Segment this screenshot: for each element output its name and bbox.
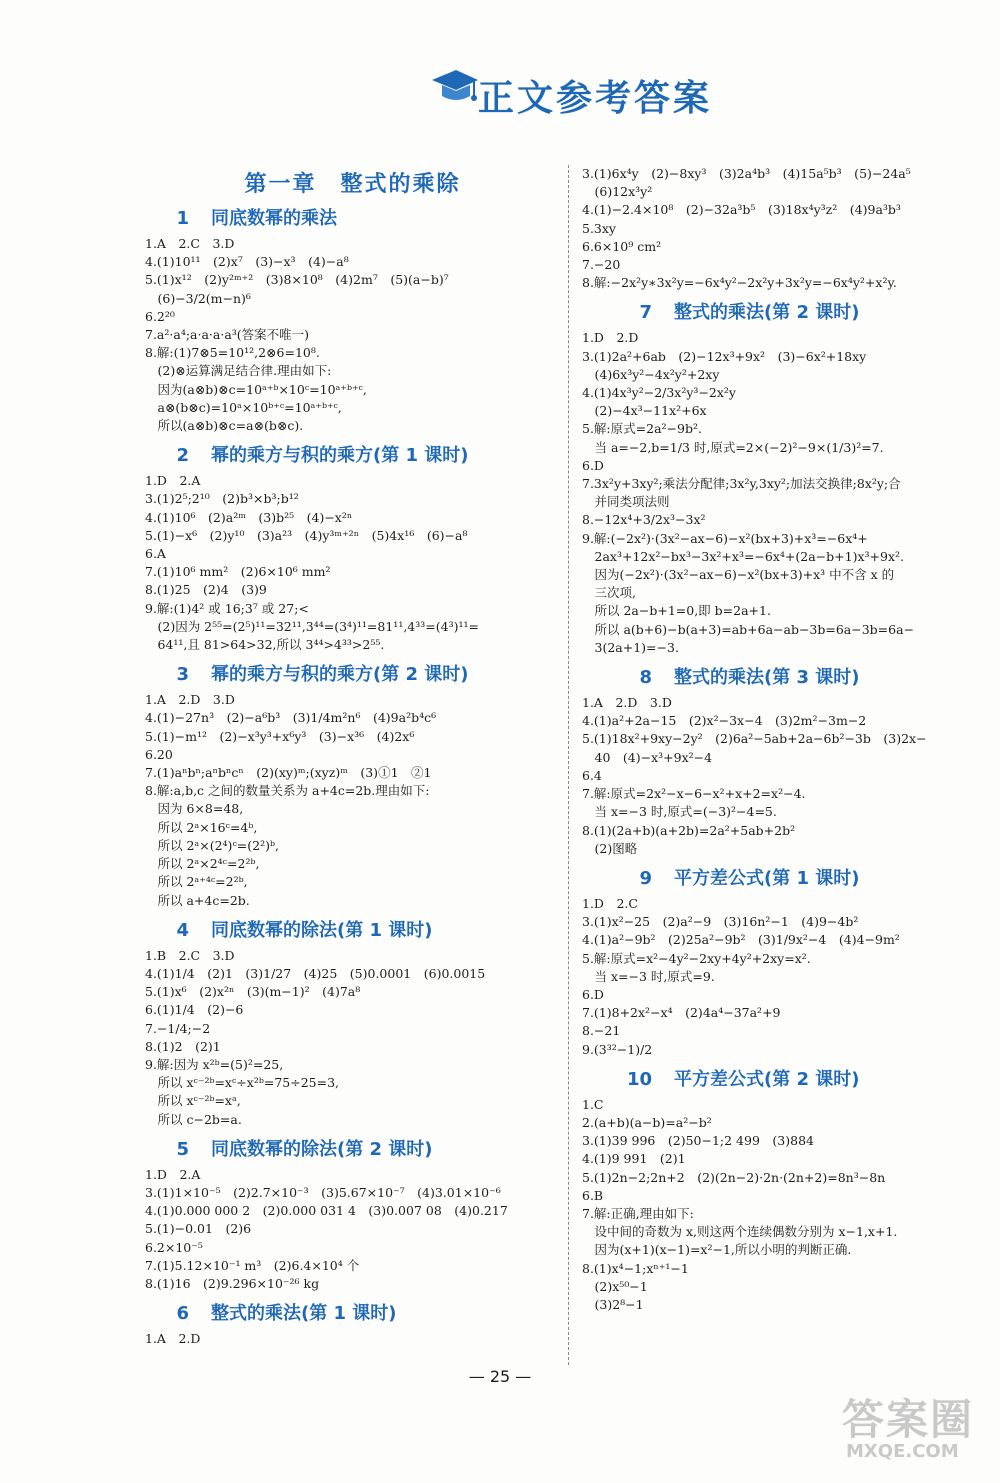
answer-line: 6.A: [145, 546, 166, 562]
answer-line: 当 x=−3 时,原式=(−3)²−4=5.: [582, 804, 777, 820]
watermark-logo: [836, 1381, 986, 1469]
answer-line: 1.B 2.C 3.D: [145, 947, 235, 963]
answer-line: 4.(1)−2.4×10⁸ (2)−32a³b⁵ (3)18x⁴y³z² (4)9a³b³: [582, 202, 901, 218]
answer-line: (2)因为 2⁵⁵=(2⁵)¹¹=32¹¹,3⁴⁴=(3⁴)¹¹=81¹¹,4³³=(4³)¹¹=: [145, 618, 479, 634]
answer-line: 8.(1)(2a+b)(a+2b)=2a²+5ab+2b²: [582, 822, 796, 838]
section-label: 幂的乘方与积的乘方(第 1 课时): [211, 445, 469, 467]
answer-line: 7.3x²y+3xy²;乘法分配律;3x²y,3xy²;加法交换律;8x²y;合: [582, 476, 901, 492]
answer-line: 64¹¹,且 81>64>32,所以 3⁴⁴>4³³>2⁵⁵.: [145, 637, 385, 653]
answer-line: 所以 xᶜ⁻²ᵇ=xᵃ,: [145, 1093, 241, 1109]
watermark-url: MXQE.COM: [846, 1441, 959, 1462]
answer-line: 6.D: [582, 457, 604, 473]
answer-line: 6.20: [145, 746, 173, 762]
answer-line: 5.(1)−m¹² (2)−x³y³+x⁶y³ (3)−x³⁶ (4)2x⁶: [145, 728, 415, 744]
section-title: [145, 204, 560, 230]
answer-line: (2)⊗运算满足结合律.理由如下:: [145, 363, 332, 379]
answer-line: 8.解:−2x²y∗3x²y=−6x⁴y²−2x²y+3x²y=−6x⁴y²+x²y.: [582, 275, 897, 291]
answer-line: 5.(1)−0.01 (2)6: [145, 1221, 252, 1237]
answer-line: 7.(1)5.12×10⁻¹ m³ (2)6.4×10⁴ 个: [145, 1257, 360, 1273]
answer-line: 5.3xy: [582, 220, 616, 236]
answer-line: 5.(1)x⁶ (2)x²ⁿ (3)(m−1)² (4)7a⁸: [145, 984, 361, 1000]
answer-line: 7.解:正确,理由如下:: [582, 1205, 694, 1221]
answer-line: 所以 2ᵃ×(2⁴)ᶜ=(2²)ᵇ,: [145, 837, 279, 853]
page-header: [0, 62, 1000, 122]
answer-line: (2)图略: [582, 840, 638, 856]
section-number: 2: [176, 445, 189, 467]
answer-line: 8.−12x⁴+3/2x³−3x²: [582, 512, 706, 528]
answer-line: 3.(1)39 996 (2)50−1;2 499 (3)884: [582, 1133, 814, 1149]
answer-line: 4.(1)1/4 (2)1 (3)1/27 (4)25 (5)0.0001 (6)0.0015: [145, 965, 486, 981]
answer-line: 4.(1)0.000 000 2 (2)0.000 031 4 (3)0.007 08 (4)0.217: [145, 1203, 508, 1219]
answer-line: 9.解:(1)4² 或 16;3⁷ 或 27;<: [145, 600, 309, 616]
column-divider: [568, 165, 569, 1365]
graduation-cap-icon: [430, 64, 480, 110]
answer-line: 8.解:a,b,c 之间的数量关系为 a+4c=2b.理由如下:: [145, 783, 430, 799]
answer-line: 因为 6×8=48,: [145, 801, 244, 817]
section-number: 7: [639, 302, 652, 324]
section-label: 平方差公式(第 2 课时): [674, 1068, 860, 1090]
section-label: 同底数幂的除法(第 2 课时): [211, 1138, 433, 1160]
section-number: 5: [176, 1138, 189, 1160]
section-number: 10: [626, 1068, 652, 1090]
section-number: 6: [176, 1303, 189, 1325]
answer-line: 5.(1)2n−2;2n+2 (2)(2n−2)·2n·(2n+2)=8n³−8n: [582, 1169, 886, 1185]
answer-line: 所以 2ᵃ×2⁴ᶜ=2²ᵇ,: [145, 856, 260, 872]
section-label: 同底数幂的乘法: [211, 208, 337, 229]
answer-line: 因为(a⊗b)⊗c=10ᵃ⁺ᵇ×10ᶜ=10ᵃ⁺ᵇ⁺ᶜ,: [145, 381, 367, 397]
answer-line: a⊗(b⊗c)=10ᵃ×10ᵇ⁺ᶜ=10ᵃ⁺ᵇ⁺ᶜ,: [145, 399, 342, 415]
answer-line: 5.解:原式=x²−4y²−2xy+4y²+2xy=x².: [582, 950, 811, 966]
answer-line: 3(2a+1)=−3.: [582, 639, 679, 655]
answer-line: 8.(1)2 (2)1: [145, 1038, 221, 1054]
answer-line: 4.(1)9 991 (2)1: [582, 1151, 686, 1167]
answer-line: (2)−4x³−11x²+6x: [582, 403, 707, 419]
answer-line: 3.(1)6x⁴y (2)−8xy³ (3)2a⁴b³ (4)15a⁵b³ (5)−24a⁵: [582, 166, 911, 181]
answer-line: 2ax³+12x²−bx³−3x²+x³=−6x⁴+(2a−b+1)x³+9x².: [582, 548, 904, 564]
answer-line: 设中间的奇数为 x,则这两个连续偶数分别为 x−1,x+1.: [582, 1224, 898, 1240]
section-label: 同底数幂的除法(第 1 课时): [211, 919, 433, 941]
answer-line: 40 (4)−x³+9x²−4: [582, 749, 713, 765]
answer-line: 因为(x+1)(x−1)=x²−1,所以小明的判断正确.: [582, 1242, 852, 1258]
chapter-title: 第一章 整式的乘除: [244, 171, 461, 197]
answer-line: 3.(1)x²−25 (2)a²−9 (3)16n²−1 (4)9−4b²: [582, 914, 859, 930]
answer-line: (6)−3/2(m−n)⁶: [145, 290, 251, 306]
section-label: 幂的乘方与积的乘方(第 2 课时): [211, 664, 469, 686]
answer-line: 6.2×10⁻⁵: [145, 1239, 203, 1255]
answer-line: 所以(a⊗b)⊗c=a⊗(b⊗c).: [145, 418, 304, 434]
answer-line: (3)2⁸−1: [582, 1296, 644, 1312]
answer-line: 6.(1)1/4 (2)−6: [145, 1002, 244, 1018]
section-title: [145, 916, 560, 942]
answer-line: 2.(a+b)(a−b)=a²−b²: [582, 1114, 712, 1130]
page-title: 正文参考答案: [478, 78, 713, 119]
answer-line: 并同类项法则: [582, 494, 670, 510]
answer-line: 9.解:(−2x²)·(3x²−ax−6)−x²(bx+3)+x³=−6x⁴+: [582, 530, 868, 546]
answer-line: 7.(1)8+2x²−x⁴ (2)4a⁴−37a²+9: [582, 1005, 781, 1021]
answer-line: 8.(1)x⁴−1;xⁿ⁺¹−1: [582, 1260, 689, 1276]
answer-line: 9.解:因为 x²ᵇ=(5)²=25,: [145, 1056, 284, 1072]
answer-line: 1.A 2.D: [145, 1331, 201, 1347]
answer-line: 7.a²·a⁴;a·a·a·a³(答案不唯一): [145, 327, 310, 343]
answer-line: 所以 2ᵃ×16ᶜ=4ᵇ,: [145, 819, 258, 835]
answer-line: 8.(1)16 (2)9.296×10⁻²⁶ kg: [145, 1275, 320, 1291]
section-number: 9: [639, 867, 652, 889]
answer-line: 5.(1)18x²+9xy−2y² (2)6a²−5ab+2a−6b²−3b (3)2x−: [582, 731, 927, 747]
answer-line: 9.(3³²−1)/2: [582, 1041, 653, 1057]
section-title: [145, 660, 560, 686]
section-number: 3: [176, 664, 189, 686]
answer-line: 1.C: [582, 1096, 604, 1112]
answer-line: 8.解:(1)7⊗5=10¹²,2⊗6=10⁸.: [145, 345, 320, 361]
answer-line: 所以 c−2b=a.: [145, 1111, 242, 1127]
answer-line: 6.2²⁰: [145, 308, 175, 324]
answer-line: 3.(1)2⁵;2¹⁰ (2)b³×b³;b¹²: [145, 491, 299, 507]
answer-line: 所以 a+4c=2b.: [145, 892, 250, 908]
answer-line: 8.(1)25 (2)4 (3)9: [145, 582, 267, 598]
answer-line: 6.4: [582, 767, 602, 783]
left-column: [145, 165, 560, 1348]
section-title: [582, 1065, 982, 1091]
section-title: [582, 663, 982, 689]
section-label: 整式的乘法(第 2 课时): [674, 302, 860, 324]
answer-line: 1.A 2.D 3.D: [145, 692, 235, 708]
answer-line: 1.A 2.C 3.D: [145, 236, 235, 251]
section-title: [145, 1299, 560, 1325]
answer-line: 4.(1)a²+2a−15 (2)x²−3x−4 (3)2m²−3m−2: [582, 713, 867, 729]
answer-line: (4)6x³y²−4x²y²+2xy: [582, 366, 720, 382]
answer-line: 6.D: [582, 986, 604, 1002]
answer-line: 1.D 2.C: [582, 895, 638, 911]
answer-line: 1.D 2.D: [582, 330, 639, 346]
answer-line: 7.−20: [582, 257, 621, 273]
answer-line: 3.(1)1×10⁻⁵ (2)2.7×10⁻³ (3)5.67×10⁻⁷ (4)3.01×10⁻⁶: [145, 1184, 501, 1200]
answer-line: (6)12x³y²: [582, 184, 653, 200]
section-label: 平方差公式(第 1 课时): [674, 867, 860, 889]
answer-line: 7.(1)aⁿbⁿ;aⁿbⁿcⁿ (2)(xy)ᵐ;(xyz)ᵐ (3)①1 ②1: [145, 765, 432, 781]
answer-line: 所以 2a−b+1=0,即 b=2a+1.: [582, 603, 771, 619]
answer-line: 4.(1)−27n³ (2)−a⁶b³ (3)1/4m²n⁶ (4)9a²b⁴c⁶: [145, 710, 437, 726]
answer-line: 6.6×10⁹ cm²: [582, 238, 662, 254]
answer-line: 8.−21: [582, 1023, 621, 1039]
answer-line: 4.(1)a²−9b² (2)25a²−9b² (3)1/9x²−4 (4)4−9m²: [582, 932, 900, 948]
page-number: — 25 —: [468, 1367, 532, 1386]
answer-line: 所以 xᶜ⁻²ᵇ=xᶜ÷x²ᵇ=75÷25=3,: [145, 1075, 340, 1091]
watermark-text: 答案圈: [842, 1395, 975, 1444]
answer-line: 6.B: [582, 1187, 604, 1203]
answer-line: 当 x=−3 时,原式=9.: [582, 968, 715, 984]
answer-line: 5.(1)x¹² (2)y²ᵐ⁺² (3)8×10⁸ (4)2m⁷ (5)(a−b)⁷: [145, 272, 449, 288]
answer-line: 因为(−2x²)·(3x²−ax−6)−x²(bx+3)+x³ 中不含 x 的: [582, 567, 895, 583]
answer-line: 1.A 2.D 3.D: [582, 695, 672, 711]
section-label: 整式的乘法(第 3 课时): [674, 667, 860, 689]
answer-line: 3.(1)2a²+6ab (2)−12x³+9x² (3)−6x²+18xy: [582, 348, 867, 364]
answer-line: 所以 2ᵃ⁺⁴ᶜ=2²ᵇ,: [145, 874, 248, 890]
answer-line: 7.−1/4;−2: [145, 1020, 211, 1036]
answer-line: 所以 a(b+6)−b(a+3)=ab+6a−ab−3b=6a−3b=6a−: [582, 621, 915, 637]
section-title: [145, 1135, 560, 1161]
section-title: [145, 441, 560, 467]
answer-line: 4.(1)4x³y²−2/3x²y³−2x²y: [582, 385, 736, 401]
section-title: [582, 298, 982, 324]
section-number: 1: [176, 208, 189, 229]
section-number: 8: [639, 667, 652, 689]
answer-line: 当 a=−2,b=1/3 时,原式=2×(−2)²−9×(1/3)²=7.: [582, 439, 884, 455]
answer-line: 7.(1)10⁶ mm² (2)6×10⁶ mm²: [145, 564, 331, 580]
answer-line: 5.(1)−x⁶ (2)y¹⁰ (3)a²³ (4)y³ᵐ⁺²ⁿ (5)4x¹⁶ (6)−a⁸: [145, 527, 468, 543]
right-column: [582, 165, 982, 1314]
answer-line: 5.解:原式=2a²−9b².: [582, 421, 702, 437]
section-label: 整式的乘法(第 1 课时): [211, 1303, 397, 1325]
answer-line: 三次项,: [582, 585, 636, 601]
answer-line: 7.解:原式=2x²−x−6−x²+x+2=x²−4.: [582, 786, 806, 802]
section-number: 4: [176, 919, 189, 941]
answer-line: 1.D 2.A: [145, 1166, 201, 1182]
answer-line: 4.(1)10⁶ (2)a²ᵐ (3)b²⁵ (4)−x²ⁿ: [145, 509, 353, 525]
answer-line: (2)x⁵⁰−1: [582, 1278, 648, 1294]
answer-line: 4.(1)10¹¹ (2)x⁷ (3)−x³ (4)−a⁸: [145, 254, 349, 270]
answer-line: 1.D 2.A: [145, 473, 201, 489]
section-title: [582, 864, 982, 890]
